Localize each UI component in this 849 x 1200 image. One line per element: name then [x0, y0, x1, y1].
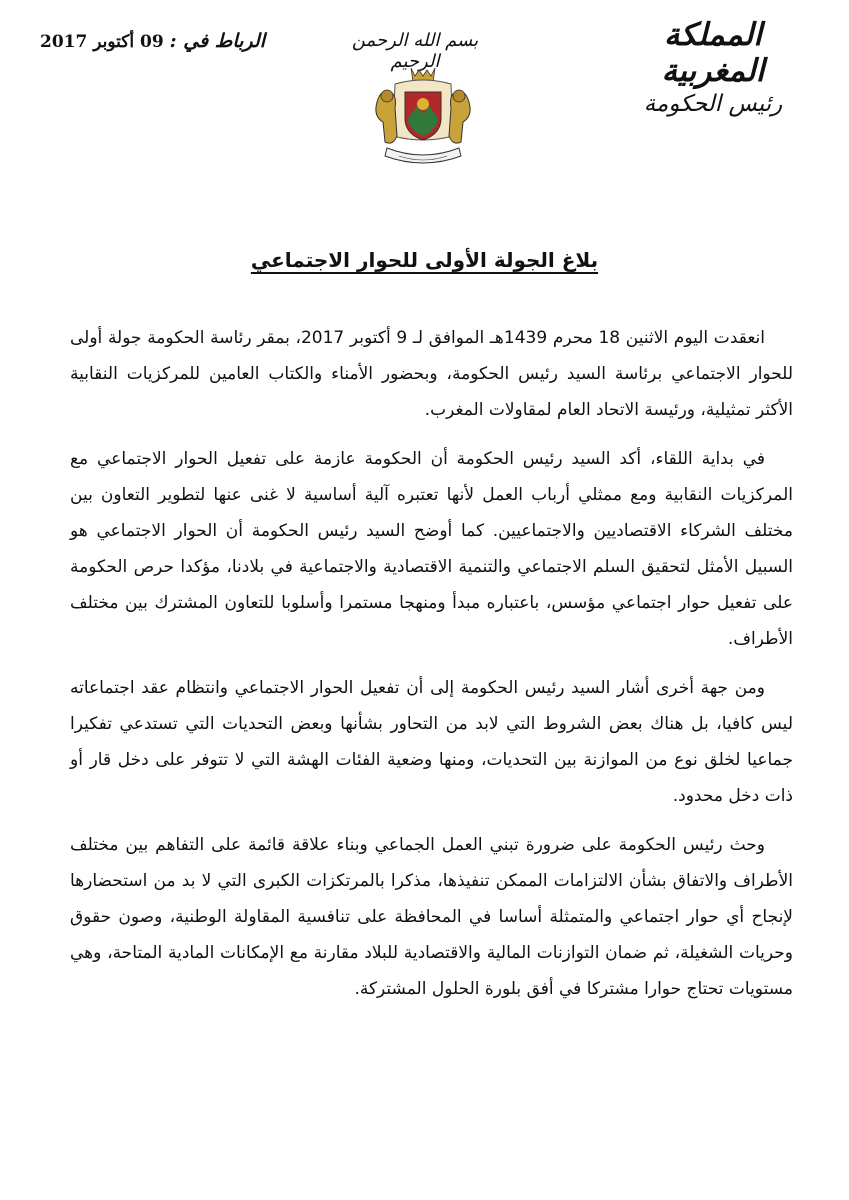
royal-coat-of-arms-icon	[365, 62, 481, 170]
document-body	[70, 320, 793, 1020]
title-container	[0, 248, 849, 272]
date-value: 09 أكتوبر 2017	[40, 32, 164, 52]
date-line	[40, 30, 265, 52]
paragraph-1: انعقدت اليوم الاثنين 18 محرم 1439هـ الموافق لـ 9 أكتوبر 2017، بمقر رئاسة الحكومة جولة أولى للحوار الاجتماعي برئاسة السيد رئيس الحكومة، وبحضور الأمناء والكتاب العامين للمركزيات النقابية الأكثر تمثيلية، ورئيسة الاتحاد العام لمقاولات المغرب.	[70, 328, 793, 420]
document-title: بلاغ الجولة الأولى للحوار الاجتماعي	[250, 248, 599, 272]
paragraph-2: في بداية اللقاء، أكد السيد رئيس الحكومة أن الحكومة عازمة على تفعيل الحوار الاجتماعي مع المركزيات النقابية ومع ممثلي أرباب العمل لأنها تعتبره آلية أساسية لا غنى عنها لتطوير التعاون بين مختلف الشركاء الاقتصاديين والاجتماعيين. كما أوضح السيد رئيس الحكومة أن الحوار الاجتماعي هو السبيل الأمثل لتحقيق السلم الاجتماعي والتنمية الاقتصادية والاجتماعية في بلادنا، مؤكدا حرص الحكومة على تفعيل حوار اجتماعي مؤسس، باعتباره مبدأ ومنهجا مستمرا وأسلوبا للتعاون المشترك بين مختلف الأطراف.	[70, 449, 793, 649]
paragraph-3: ومن جهة أخرى أشار السيد رئيس الحكومة إلى أن تفعيل الحوار الاجتماعي وانتظام عقد اجتماعاته ليس كافيا، بل هناك بعض الشروط التي لابد من التحاور بشأنها وبعض التحديات التي تستدعي تفكيرا جماعيا لخلق نوع من الموازنة بين التحديات، ومنها وضعية الفئات الهشة التي لا تتوفر على دخل قار أو ذات دخل محدود.	[70, 678, 793, 806]
office-name: رئيس الحكومة	[643, 91, 783, 118]
letterhead-right	[613, 18, 813, 119]
basmala: بسم الله الرحمن الرحيم	[351, 30, 479, 72]
date-city: الرباط في :	[169, 30, 265, 52]
paragraph-4: وحث رئيس الحكومة على ضرورة تبني العمل الجماعي وبناء علاقة قائمة على التفاهم بين مختلف الأطراف والاتفاق بشأن الالتزامات الممكن تنفيذها، مذكرا بالمرتكزات الكبرى التي لا بد من استحضارها لإنجاح أي حوار اجتماعي والمتمثلة أساسا في المحافظة على تنافسية المقاولة الوطنية، وصون حقوق وحريات الشغيلة، ثم ضمان التوازنات المالية والاقتصادية للبلاد مقارنة مع الإمكانات المادية المتاحة، وهي مستويات تحتاج حوارا مشتركا في أفق بلورة الحلول المشتركة.	[70, 835, 793, 999]
kingdom-name: المملكة المغربية	[661, 17, 765, 89]
